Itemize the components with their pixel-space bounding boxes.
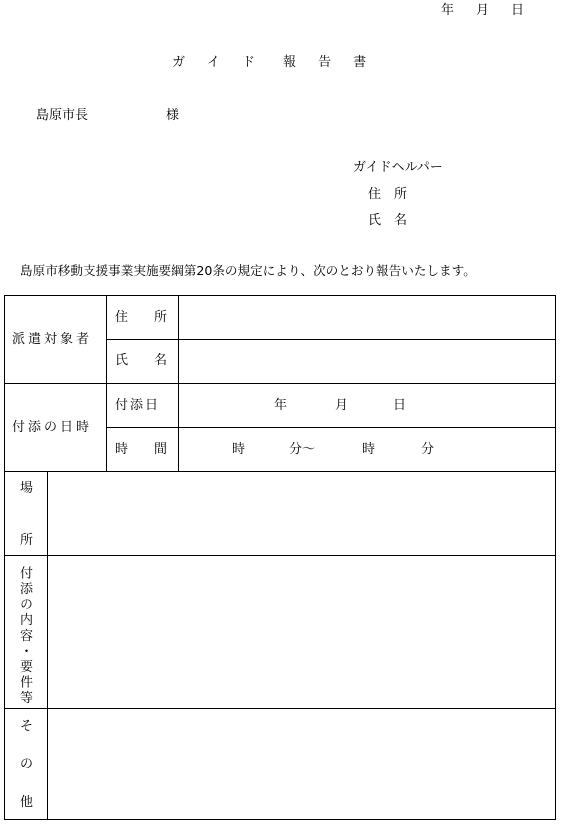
attend-minute-start: 分～ [289,442,316,457]
row-divider [106,427,556,428]
title-char: イ [207,55,221,70]
place-field[interactable] [48,472,555,554]
attend-time-label: 時 間 [115,442,168,457]
addressee: 島原市長 [36,108,89,123]
date-day: 日 [511,3,525,18]
target-address-label: 住 所 [115,310,168,325]
honorific: 様 [166,108,180,123]
date-year: 年 [441,3,455,18]
other-label-2: の [20,757,34,772]
title-char: ド [242,55,256,70]
target-name-field[interactable] [179,341,555,381]
content-label: 付添の内容・要件等 [17,566,32,707]
other-label-1: そ [20,719,34,734]
helper-label: ガイドヘルパー [353,160,443,175]
document-title [172,56,366,69]
attend-date-label: 付添日 [115,398,161,413]
attend-year: 年 [274,398,288,413]
attend-label: 付添の日時 [12,420,93,435]
helper-name-label: 氏 名 [368,213,408,228]
attend-minute-end: 分 [421,442,435,457]
other-field[interactable] [48,709,555,819]
date-line [441,4,524,17]
title-char: 報 [283,55,297,70]
place-label-bottom: 所 [20,533,34,548]
statement-text: 島原市移動支援事業実施要綱第20条の規定により、次のとおり報告いたします。 [20,263,476,278]
other-label-3: 他 [20,795,34,810]
attend-hour-end: 時 [362,442,376,457]
place-label-top: 場 [20,481,34,496]
attend-month: 月 [335,398,349,413]
title-char: ガ [172,55,186,70]
report-table [4,295,556,820]
date-month: 月 [476,3,490,18]
content-field[interactable] [48,556,555,707]
attend-hour-start: 時 [232,442,246,457]
title-char: 書 [353,55,367,70]
target-name-label: 氏 名 [115,353,168,368]
col-divider [106,296,107,471]
target-address-field[interactable] [179,298,555,338]
row-divider [106,339,556,340]
row-divider [5,383,556,384]
target-label: 派遣対象者 [12,332,93,347]
attend-day: 日 [393,398,407,413]
title-char: 告 [318,55,332,70]
helper-address-label: 住 所 [368,187,408,202]
